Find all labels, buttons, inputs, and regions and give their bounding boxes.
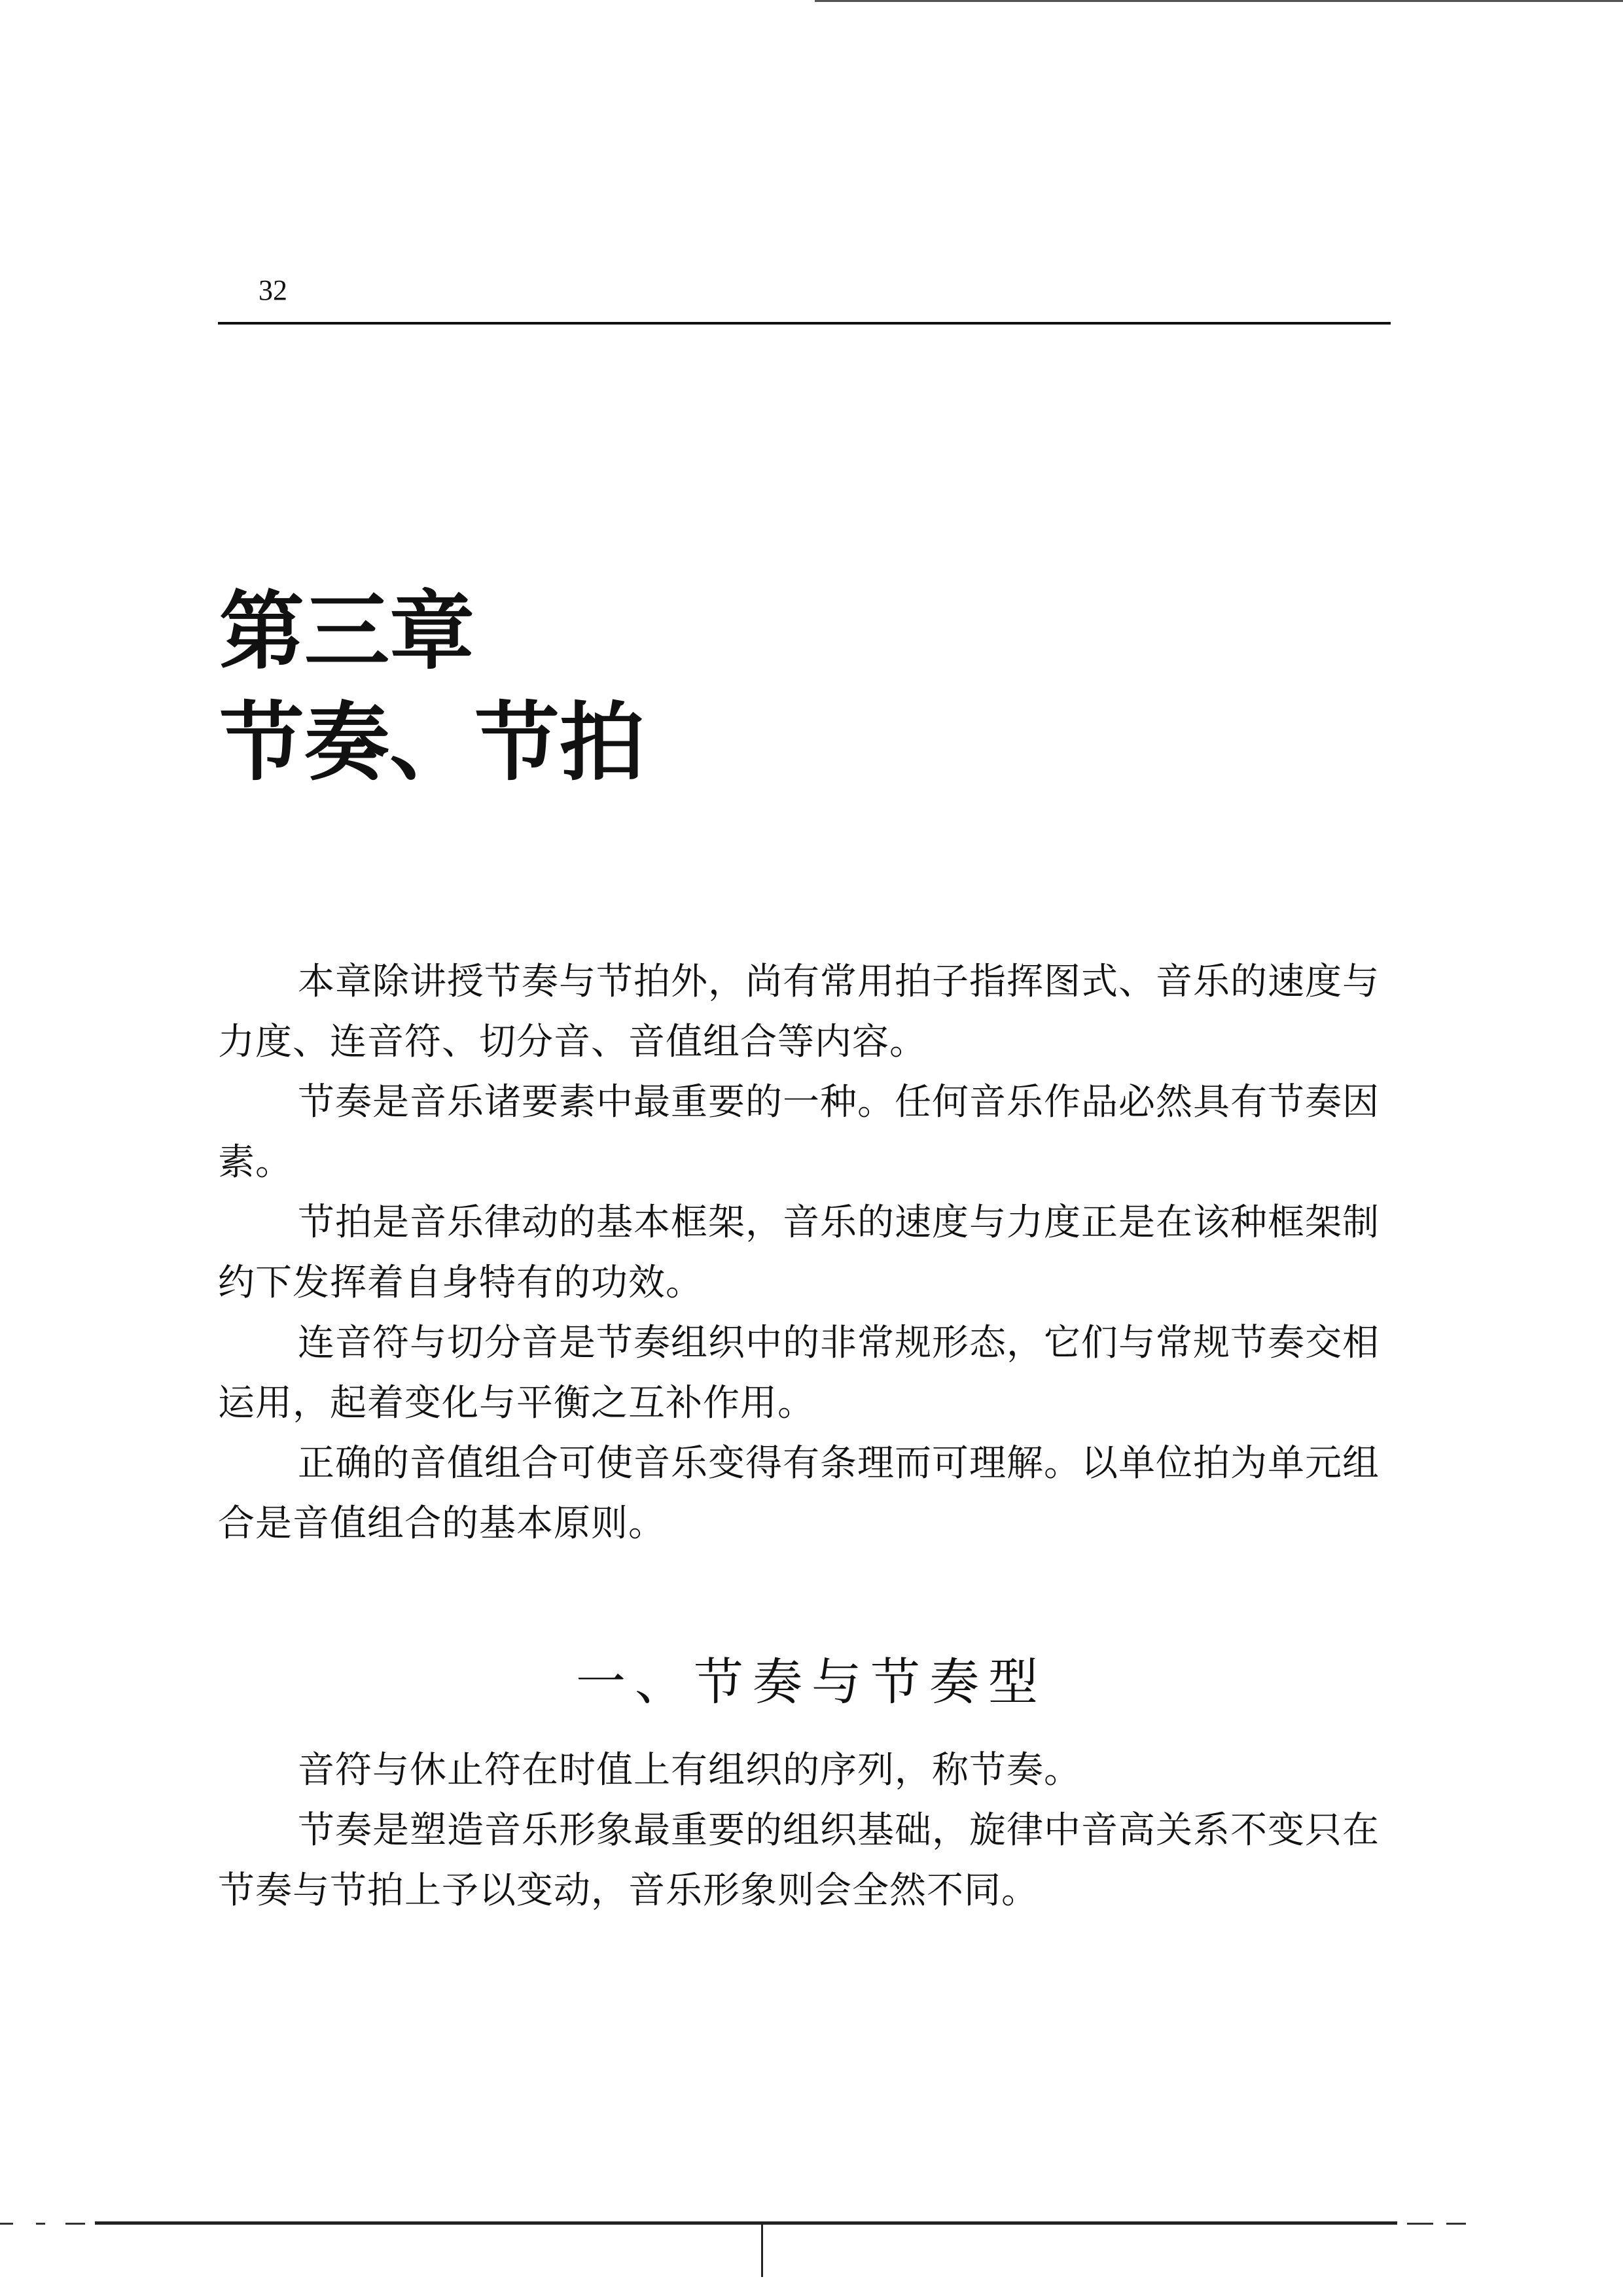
intro-paragraph: 节奏是音乐诸要素中最重要的一种。任何音乐作品必然具有节奏因素。 (218, 1081, 1380, 1184)
footer-dash (0, 2223, 13, 2225)
intro-paragraph: 正确的音值组合可使音乐变得有条理而可理解。以单位拍为单元组合是音值组合的基本原则。 (218, 1442, 1380, 1545)
intro-paragraph: 节拍是音乐律动的基本框架，音乐的速度与力度正是在该种框架制约下发挥着自身特有的功效。 (218, 1201, 1380, 1304)
chapter-intro (218, 952, 1383, 1554)
section-body (218, 1740, 1383, 1921)
footer-dash (1407, 2223, 1433, 2225)
footer-rule (95, 2221, 1397, 2225)
footer-dash (36, 2223, 45, 2225)
footer-dash (65, 2223, 85, 2225)
section-paragraph: 节奏是塑造音乐形象最重要的组织基础，旋律中音高关系不变只在节奏与节拍上予以变动，音乐形象则会全然不同。 (218, 1809, 1380, 1912)
intro-paragraph: 连音符与切分音是节奏组织中的非常规形态，它们与常规节奏交相运用，起着变化与平衡之互补作用。 (218, 1322, 1380, 1424)
chapter-name: 节奏、节拍 (219, 693, 645, 792)
section-heading: 一、节奏与节奏型 (576, 1653, 1047, 1711)
section-paragraph: 音符与休止符在时值上有组织的序列，称节奏。 (298, 1749, 1081, 1792)
footer-dash (1446, 2223, 1466, 2225)
intro-paragraph: 本章除讲授节奏与节拍外，尚有常用拍子指挥图式、音乐的速度与力度、连音符、切分音、音值组合等内容。 (218, 961, 1380, 1063)
header-rule (218, 322, 1391, 325)
page-number: 32 (259, 274, 287, 306)
scan-edge-line (815, 0, 1623, 2)
chapter-title (219, 576, 645, 798)
chapter-number: 第三章 (219, 582, 475, 681)
gutter-mark (761, 2225, 763, 2277)
